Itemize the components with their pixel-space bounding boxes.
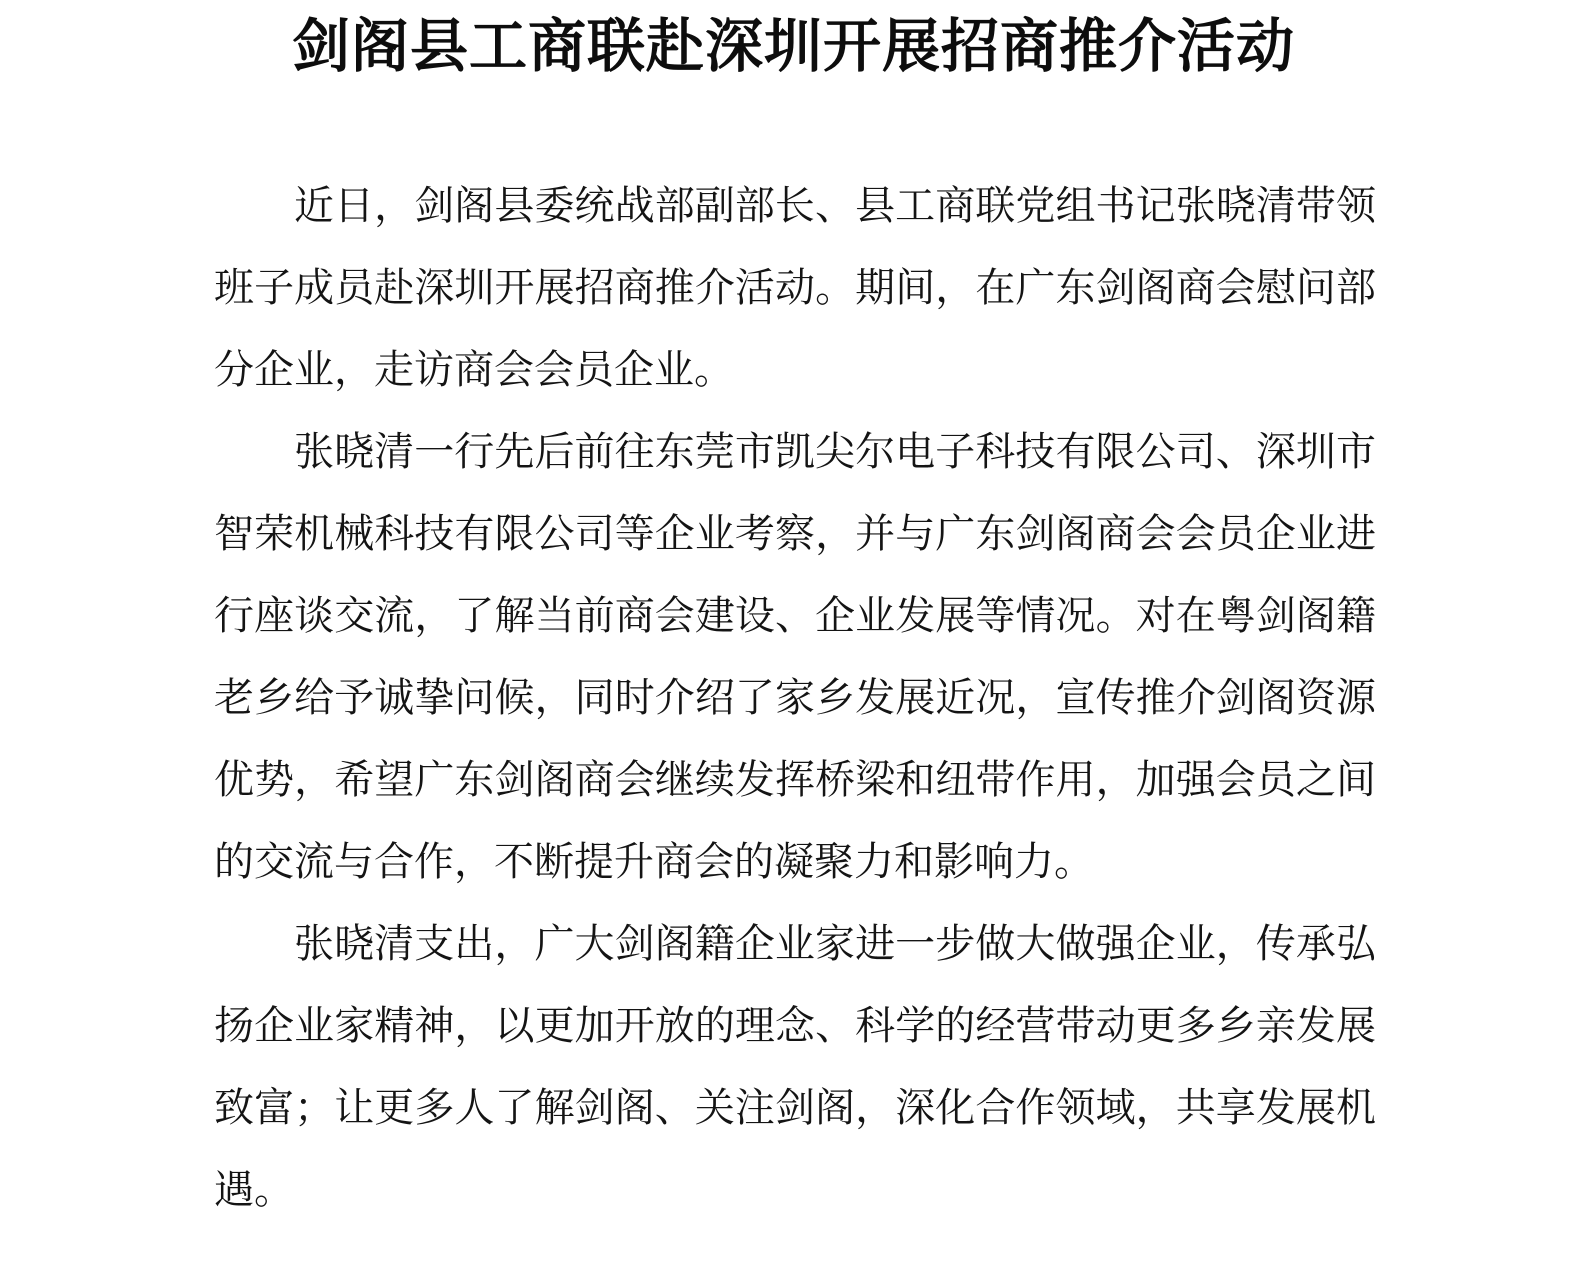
article-title: 剑阁县工商联赴深圳开展招商推介活动 (291, 12, 1295, 80)
paragraph-remarks: 张晓清支出，广大剑阁籍企业家进一步做大做强企业，传承弘扬企业家精神，以更加开放的理念、科学的经营带动更多乡亲发展致富；让更多人了解剑阁、关注剑阁，深化合作领域，共享发展机遇。 (214, 921, 1376, 1213)
paragraph-visit: 张晓清一行先后前往东莞市凯尖尔电子科技有限公司、深圳市智荣机械科技有限公司等企业考察，并与广东剑阁商会会员企业进行座谈交流，了解当前商会建设、企业发展等情况。对在粤剑阁籍老乡给予诚挚问候，同时介绍了家乡发展近况，宣传推介剑阁资源优势，希望广东剑阁商会继续发挥桥梁和纽带作用，加强会员之间的交流与合作，不断提升商会的凝聚力和影响力。 (214, 429, 1376, 885)
paragraph-intro: 近日，剑阁县委统战部副部长、县工商联党组书记张晓清带领班子成员赴深圳开展招商推介活动。期间，在广东剑阁商会慰问部分企业，走访商会会员企业。 (214, 183, 1376, 393)
article-body (214, 165, 1376, 1231)
